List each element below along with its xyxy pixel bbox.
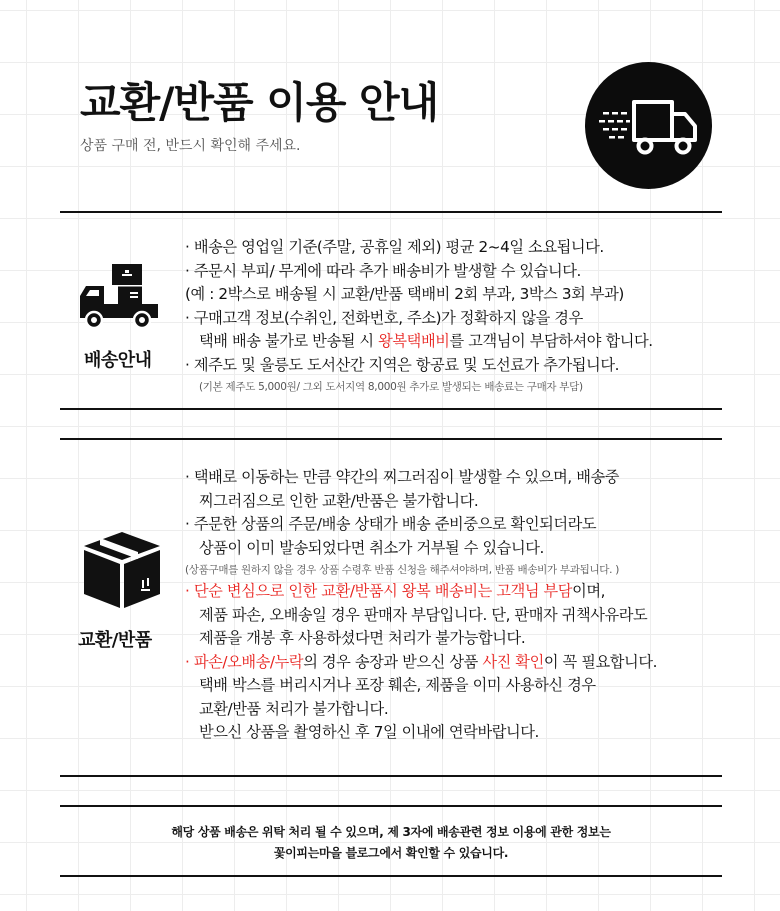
- box-icon: [80, 528, 164, 616]
- footnote: (상품구매를 원하지 않을 경우 상품 수령후 반품 신청을 해주셔야하며, 반품 배송비가 부과됩니다. ): [185, 564, 619, 576]
- divider: [60, 805, 722, 807]
- shipping-info-list: [185, 236, 653, 397]
- list-item: (예 : 2박스로 배송될 시 교환/반품 택배비 2회 부과, 3박스 3회 부과): [185, 285, 624, 303]
- footer-line: 꽃이피는마을 블로그에서 확인할 수 있습니다.: [273, 846, 509, 860]
- divider: [60, 875, 722, 877]
- returns-info-list: [185, 466, 657, 745]
- divider: [60, 438, 722, 440]
- list-item: · 제주도 및 울릉도 도서산간 지역은 항공료 및 도선료가 추가됩니다.: [185, 355, 620, 374]
- divider: [60, 211, 722, 213]
- highlight-text: 왕복택배비: [378, 332, 450, 350]
- footnote: (기본 제주도 5,000원/ 그외 도서지역 8,000원 추가로 발생되는 배송료는 구매자 부담): [199, 381, 583, 393]
- bullet: ·: [185, 652, 194, 671]
- highlight-text: 단순 변심으로 인한 교환/반품시 왕복 배송비는 고객님 부담: [193, 582, 573, 600]
- text: 를 고객님이 부담하셔야 합니다.: [449, 332, 653, 350]
- list-item: · 배송은 영업일 기준(주말, 공휴일 제외) 평균 2~4일 소요됩니다.: [185, 238, 604, 256]
- list-item: [185, 330, 653, 354]
- list-item: 받으신 상품을 촬영하신 후 7일 이내에 연락바랍니다.: [199, 723, 539, 741]
- section-label-returns: 교환/반품: [78, 630, 152, 651]
- list-item: · 주문시 부피/ 무게에 따라 추가 배송비가 발생할 수 있습니다.: [185, 261, 581, 280]
- list-item: 택배 박스를 버리시거나 포장 훼손, 제품을 이미 사용하신 경우: [199, 676, 596, 694]
- list-item: · 주문한 상품의 주문/배송 상태가 배송 준비중으로 확인되더라도: [185, 515, 597, 533]
- loaded-truck-icon: [78, 262, 160, 336]
- text: 이며,: [572, 582, 606, 600]
- list-item: 상품이 이미 발송되었다면 취소가 거부될 수 있습니다.: [199, 538, 544, 557]
- divider: [60, 408, 722, 410]
- list-item: 교환/반품 처리가 불가합니다.: [199, 699, 389, 718]
- list-item: · 구매고객 정보(수취인, 전화번호, 주소)가 정확하지 않을 경우: [185, 308, 583, 327]
- list-item: 제품 파손, 오배송일 경우 판매자 부담입니다. 단, 판매자 귀책사유라도: [199, 605, 648, 624]
- highlight-text: 사진 확인: [482, 652, 544, 671]
- text: 의 경우 송장과 받으신 상품: [303, 652, 483, 671]
- list-item: [185, 651, 657, 675]
- text: 이 꼭 필요합니다.: [543, 652, 658, 671]
- list-item: [185, 580, 657, 604]
- footer-line: 해당 상품 배송은 위탁 처리 될 수 있으며, 제 3자에 배송관련 정보 이용에 관한 정보는: [171, 825, 611, 839]
- text: 택배 배송 불가로 반송될 시: [199, 332, 379, 350]
- page-subtitle: 상품 구매 전, 반드시 확인해 주세요.: [80, 138, 301, 154]
- footer-notice: [60, 822, 722, 864]
- bullet: ·: [185, 582, 194, 600]
- page-title: 교환/반품 이용 안내: [80, 78, 439, 127]
- list-item: 제품을 개봉 후 사용하셨다면 처리가 불가능합니다.: [199, 629, 526, 647]
- list-item: · 택배로 이동하는 만큼 약간의 찌그러짐이 발생할 수 있으며, 배송중: [185, 468, 620, 486]
- section-label-shipping: 배송안내: [84, 350, 152, 371]
- highlight-text: 파손/오배송/누락: [193, 652, 304, 671]
- divider: [60, 775, 722, 777]
- delivery-truck-icon: [585, 62, 712, 189]
- list-item: 찌그러짐으로 인한 교환/반품은 불가합니다.: [199, 491, 479, 510]
